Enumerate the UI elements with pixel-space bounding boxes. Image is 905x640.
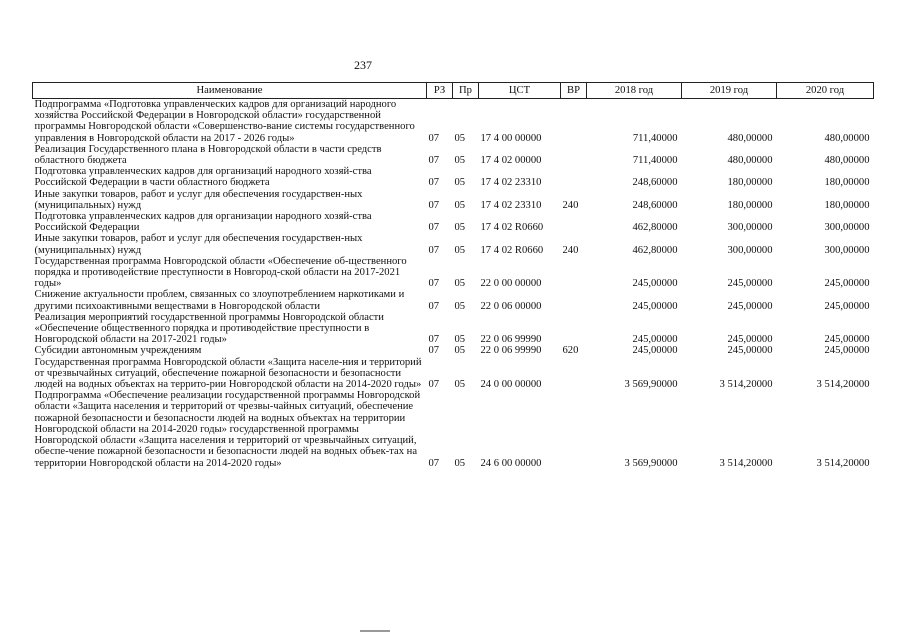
row-cst: 17 4 00 00000 bbox=[480, 132, 542, 144]
row-2019: 480,00000 bbox=[727, 155, 773, 167]
row-cst: 22 0 06 99990 bbox=[480, 345, 542, 357]
row-pr: 05 bbox=[454, 278, 466, 290]
table-row bbox=[33, 233, 874, 255]
row-rz: 07 bbox=[428, 278, 440, 290]
row-2018: 462,80000 bbox=[632, 222, 678, 234]
row-pr: 05 bbox=[454, 177, 466, 189]
row-rz: 07 bbox=[428, 199, 440, 211]
row-vr bbox=[561, 144, 587, 166]
row-cst: 24 0 00 00000 bbox=[480, 379, 542, 391]
row-cst: 17 4 02 R0660 bbox=[480, 244, 544, 256]
row-name: Иные закупки товаров, работ и услуг для обеспечения государствен-ных (муниципальных) нужд bbox=[34, 188, 363, 211]
row-pr: 05 bbox=[454, 334, 466, 346]
header-pr: Пр bbox=[453, 83, 479, 99]
row-cst: 17 4 02 00000 bbox=[480, 155, 542, 167]
table-row bbox=[33, 312, 874, 346]
row-2018: 248,60000 bbox=[632, 177, 678, 189]
row-2020: 245,00000 bbox=[824, 345, 870, 357]
row-vr bbox=[561, 99, 587, 144]
row-2020: 300,00000 bbox=[824, 244, 870, 256]
row-name: Государственная программа Новгородской области «Обеспечение об-щественного порядка и противодействие преступности в Новгород-ской области на 2017-2021 годы» bbox=[34, 255, 407, 290]
table-row bbox=[33, 289, 874, 311]
row-name: Подготовка управленческих кадров для организаций народного хозяй-ства Российской Федерации в части областного бюджета bbox=[34, 166, 372, 189]
table-row bbox=[33, 166, 874, 188]
row-vr bbox=[561, 166, 587, 188]
header-2018: 2018 год bbox=[587, 83, 682, 99]
row-cst: 24 6 00 00000 bbox=[480, 457, 542, 469]
row-2019: 180,00000 bbox=[727, 177, 773, 189]
row-pr: 05 bbox=[454, 345, 466, 357]
table-row bbox=[33, 256, 874, 290]
row-vr: 240 bbox=[562, 244, 579, 256]
row-vr: 620 bbox=[562, 345, 579, 357]
row-2019: 3 514,20000 bbox=[719, 457, 773, 469]
row-2018: 245,00000 bbox=[632, 300, 678, 312]
row-vr: 240 bbox=[562, 199, 579, 211]
row-rz: 07 bbox=[428, 300, 440, 312]
row-2018: 248,60000 bbox=[632, 199, 678, 211]
row-2020: 300,00000 bbox=[824, 222, 870, 234]
page-edge-mark bbox=[360, 630, 390, 632]
row-2019: 245,00000 bbox=[727, 300, 773, 312]
row-cst: 17 4 02 23310 bbox=[480, 199, 542, 211]
row-pr: 05 bbox=[454, 244, 466, 256]
header-vr: ВР bbox=[561, 83, 587, 99]
page-number: 237 bbox=[354, 58, 372, 72]
row-pr: 05 bbox=[454, 457, 466, 469]
row-2020: 480,00000 bbox=[824, 132, 870, 144]
row-2020: 180,00000 bbox=[824, 177, 870, 189]
row-name: Государственная программа Новгородской области «Защита населе-ния и территорий от чрезвычайных ситуаций, обеспечение пожарной безопасности и безопасности людей на водных объектах на террито-рии Новгородской области на 2014-2020 годы» bbox=[34, 356, 422, 391]
row-cst: 22 0 00 00000 bbox=[480, 278, 542, 290]
row-rz: 07 bbox=[428, 177, 440, 189]
row-2018: 3 569,90000 bbox=[624, 379, 678, 391]
row-cst: 17 4 02 23310 bbox=[480, 177, 542, 189]
row-2020: 180,00000 bbox=[824, 199, 870, 211]
header-rz: РЗ bbox=[427, 83, 453, 99]
row-2020: 480,00000 bbox=[824, 155, 870, 167]
row-2019: 300,00000 bbox=[727, 222, 773, 234]
row-vr bbox=[561, 357, 587, 391]
row-vr bbox=[561, 289, 587, 311]
row-2018: 245,00000 bbox=[632, 345, 678, 357]
table-row bbox=[33, 211, 874, 233]
row-2019: 180,00000 bbox=[727, 199, 773, 211]
table-row bbox=[33, 99, 874, 144]
row-2020: 245,00000 bbox=[824, 334, 870, 346]
row-name: Подпрограмма «Подготовка управленческих кадров для организаций народного хозяйства Российской Федерации в Новгородской области» государственной программы Новгородской области «Совершенство-вание системы государственного управления в Новгородской области на 2017 - 2026 годы» bbox=[34, 99, 415, 144]
row-rz: 07 bbox=[428, 345, 440, 357]
header-2019: 2019 год bbox=[682, 83, 777, 99]
row-2018: 462,80000 bbox=[632, 244, 678, 256]
row-2018: 711,40000 bbox=[632, 132, 678, 144]
row-2018: 245,00000 bbox=[632, 278, 678, 290]
row-name: Реализация мероприятий государственной программы Новгородской области «Обеспечение общественного порядка и противодействие преступности в Новгородской области на 2017-2021 годы» bbox=[34, 311, 384, 346]
row-rz: 07 bbox=[428, 334, 440, 346]
table-row bbox=[33, 144, 874, 166]
row-rz: 07 bbox=[428, 379, 440, 391]
row-rz: 07 bbox=[428, 457, 440, 469]
row-2020: 3 514,20000 bbox=[816, 379, 870, 391]
row-name: Снижение актуальности проблем, связанных со злоупотреблением наркотиками и другими психоактивными веществами в Новгородской области bbox=[34, 289, 405, 312]
row-2018: 245,00000 bbox=[632, 334, 678, 346]
row-2019: 480,00000 bbox=[727, 132, 773, 144]
header-2020: 2020 год bbox=[777, 83, 874, 99]
header-cst: ЦСТ bbox=[479, 83, 561, 99]
row-pr: 05 bbox=[454, 199, 466, 211]
row-vr bbox=[561, 256, 587, 290]
row-vr bbox=[561, 211, 587, 233]
row-name: Субсидии автономным учреждениям bbox=[34, 345, 202, 357]
row-2020: 3 514,20000 bbox=[816, 457, 870, 469]
row-2019: 300,00000 bbox=[727, 244, 773, 256]
table-header bbox=[33, 83, 874, 99]
row-rz: 07 bbox=[428, 155, 440, 167]
budget-table bbox=[32, 82, 874, 469]
row-2018: 711,40000 bbox=[632, 155, 678, 167]
row-pr: 05 bbox=[454, 132, 466, 144]
row-name: Иные закупки товаров, работ и услуг для обеспечения государствен-ных (муниципальных) нужд bbox=[34, 233, 363, 256]
row-rz: 07 bbox=[428, 222, 440, 234]
row-rz: 07 bbox=[428, 132, 440, 144]
row-2019: 245,00000 bbox=[727, 334, 773, 346]
row-2018: 3 569,90000 bbox=[624, 457, 678, 469]
row-name: Реализация Государственного плана в Новгородской области в части средств областного бюджета bbox=[34, 143, 382, 167]
row-cst: 22 0 06 99990 bbox=[480, 334, 542, 346]
header-name: Наименование bbox=[33, 83, 427, 99]
row-name: Подготовка управленческих кадров для организации народного хозяй-ства Российской Федерации bbox=[34, 211, 372, 234]
row-pr: 05 bbox=[454, 222, 466, 234]
row-2019: 3 514,20000 bbox=[719, 379, 773, 391]
row-2019: 245,00000 bbox=[727, 345, 773, 357]
row-name: Подпрограмма «Обеспечение реализации государственной программы Новгородской области «Защита населения и территорий от чрезвы-чайных ситуаций, обеспечение пожарной безопасности и безопасности людей на водных объектах на территории Новгородской области на 2014-2020 годы» государственной программы Новгородской области «Защита населения и территорий от чрезвычайных ситуаций, обеспе-чение пожарной безопасности и безопасности людей на водных объек-тах на территории Новгородской области на 2014-2020 годы» bbox=[34, 390, 421, 469]
row-vr bbox=[561, 390, 587, 468]
row-rz: 07 bbox=[428, 244, 440, 256]
row-cst: 22 0 06 00000 bbox=[480, 300, 542, 312]
row-2020: 245,00000 bbox=[824, 278, 870, 290]
row-cst: 17 4 02 R0660 bbox=[480, 222, 544, 234]
table-body bbox=[33, 99, 874, 469]
row-pr: 05 bbox=[454, 155, 466, 167]
row-vr bbox=[561, 312, 587, 346]
header-row bbox=[33, 83, 874, 99]
row-pr: 05 bbox=[454, 300, 466, 312]
table-row bbox=[33, 345, 874, 356]
row-2019: 245,00000 bbox=[727, 278, 773, 290]
row-pr: 05 bbox=[454, 379, 466, 391]
table-row bbox=[33, 189, 874, 211]
table-row bbox=[33, 357, 874, 391]
row-2020: 245,00000 bbox=[824, 300, 870, 312]
table-row bbox=[33, 390, 874, 468]
